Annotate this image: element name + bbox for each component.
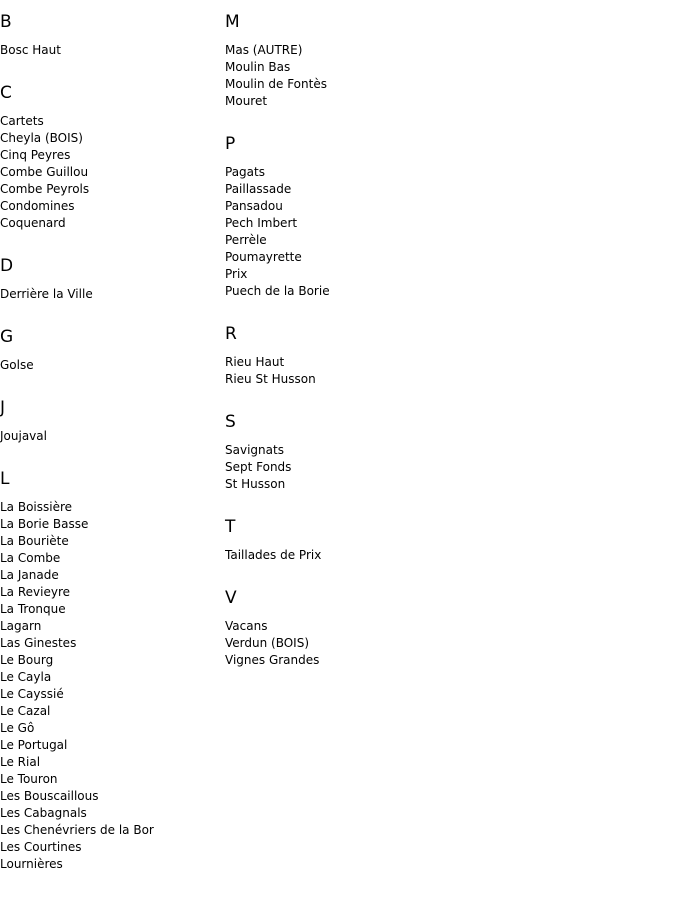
place-item[interactable]: La Revieyre — [0, 585, 71, 599]
place-item[interactable]: Vacans — [225, 619, 268, 633]
index-column-left — [0, 0, 225, 873]
place-item[interactable]: Taillades de Prix — [225, 548, 322, 562]
place-item[interactable]: La Janade — [0, 568, 59, 582]
group-item-list — [225, 442, 665, 493]
place-item[interactable]: Les Courtines — [0, 840, 82, 854]
group-item-list — [0, 286, 225, 303]
letter-group-d — [0, 256, 225, 303]
place-item[interactable]: Poumayrette — [225, 250, 302, 264]
place-item[interactable]: Cheyla (BOIS) — [0, 131, 83, 145]
group-item-list — [0, 428, 225, 445]
place-item[interactable]: Condomines — [0, 199, 75, 213]
group-letter-heading: C — [0, 83, 12, 103]
group-item-list — [225, 547, 665, 564]
letter-group-c — [0, 83, 225, 232]
place-item[interactable]: La Bouriète — [0, 534, 69, 548]
place-item[interactable]: Pagats — [225, 165, 265, 179]
group-letter-heading: M — [225, 12, 240, 32]
letter-group-p — [225, 134, 665, 300]
letter-group-v — [225, 588, 665, 669]
place-item[interactable]: Rieu St Husson — [225, 372, 316, 386]
place-item[interactable]: La Tronque — [0, 602, 66, 616]
index-column-right — [225, 0, 665, 669]
letter-group-l — [0, 469, 225, 873]
group-letter-heading: T — [225, 517, 236, 537]
place-item[interactable]: Las Ginestes — [0, 636, 77, 650]
group-item-list — [225, 618, 665, 669]
letter-group-g — [0, 327, 225, 374]
place-item[interactable]: Le Gô — [0, 721, 35, 735]
group-item-list — [225, 42, 665, 110]
place-item[interactable]: Cinq Peyres — [0, 148, 71, 162]
place-item[interactable]: Paillassade — [225, 182, 292, 196]
place-item[interactable]: Vignes Grandes — [225, 653, 320, 667]
place-item[interactable]: Bosc Haut — [0, 43, 61, 57]
group-item-list — [0, 357, 225, 374]
place-item[interactable]: Prix — [225, 267, 248, 281]
place-item[interactable]: Savignats — [225, 443, 284, 457]
place-item[interactable]: Golse — [0, 358, 34, 372]
letter-group-m — [225, 12, 665, 110]
place-item[interactable]: Perrèle — [225, 233, 267, 247]
place-item[interactable]: Pansadou — [225, 199, 283, 213]
place-item[interactable]: Le Bourg — [0, 653, 54, 667]
group-letter-heading: G — [0, 327, 14, 347]
place-item[interactable]: Lournières — [0, 857, 63, 871]
place-item[interactable]: Verdun (BOIS) — [225, 636, 310, 650]
place-item[interactable]: La Combe — [0, 551, 61, 565]
place-item[interactable]: Le Cazal — [0, 704, 51, 718]
group-item-list — [0, 499, 225, 873]
place-item[interactable]: Lagarn — [0, 619, 42, 633]
place-item[interactable]: Mas (AUTRE) — [225, 43, 303, 57]
group-item-list — [225, 354, 665, 388]
place-item[interactable]: Les Chenévriers de la Bor — [0, 823, 154, 837]
place-item[interactable]: Derrière la Ville — [0, 287, 93, 301]
place-item[interactable]: Les Bouscaillous — [0, 789, 99, 803]
letter-group-t — [225, 517, 665, 564]
place-item[interactable]: Sept Fonds — [225, 460, 292, 474]
place-item[interactable]: La Boissière — [0, 500, 73, 514]
group-item-list — [0, 42, 225, 59]
place-item[interactable]: St Husson — [225, 477, 286, 491]
place-item[interactable]: Moulin Bas — [225, 60, 291, 74]
place-item[interactable]: Combe Guillou — [0, 165, 89, 179]
place-item[interactable]: Les Cabagnals — [0, 806, 87, 820]
group-item-list — [0, 113, 225, 232]
place-item[interactable]: Mouret — [225, 94, 268, 108]
group-letter-heading: S — [225, 412, 236, 432]
group-letter-heading: V — [225, 588, 237, 608]
letter-group-j — [0, 398, 225, 445]
letter-group-b — [0, 12, 225, 59]
place-item[interactable]: Cartets — [0, 114, 44, 128]
group-letter-heading: P — [225, 134, 236, 154]
place-item[interactable]: Le Cayssié — [0, 687, 64, 701]
place-item[interactable]: Coquenard — [0, 216, 66, 230]
place-item[interactable]: Le Touron — [0, 772, 58, 786]
place-item[interactable]: Moulin de Fontès — [225, 77, 327, 91]
group-item-list — [225, 164, 665, 300]
group-letter-heading: L — [0, 469, 10, 489]
place-item[interactable]: La Borie Basse — [0, 517, 89, 531]
group-letter-heading: D — [0, 256, 14, 276]
place-item[interactable]: Le Portugal — [0, 738, 68, 752]
place-item[interactable]: Puech de la Borie — [225, 284, 330, 298]
letter-group-r — [225, 324, 665, 388]
group-letter-heading: J — [0, 398, 6, 418]
place-item[interactable]: Pech Imbert — [225, 216, 298, 230]
group-letter-heading: R — [225, 324, 237, 344]
place-item[interactable]: Rieu Haut — [225, 355, 285, 369]
group-letter-heading: B — [0, 12, 12, 32]
place-item[interactable]: Combe Peyrols — [0, 182, 90, 196]
place-item[interactable]: Joujaval — [0, 429, 47, 443]
place-item[interactable]: Le Rial — [0, 755, 41, 769]
letter-group-s — [225, 412, 665, 493]
place-item[interactable]: Le Cayla — [0, 670, 52, 684]
